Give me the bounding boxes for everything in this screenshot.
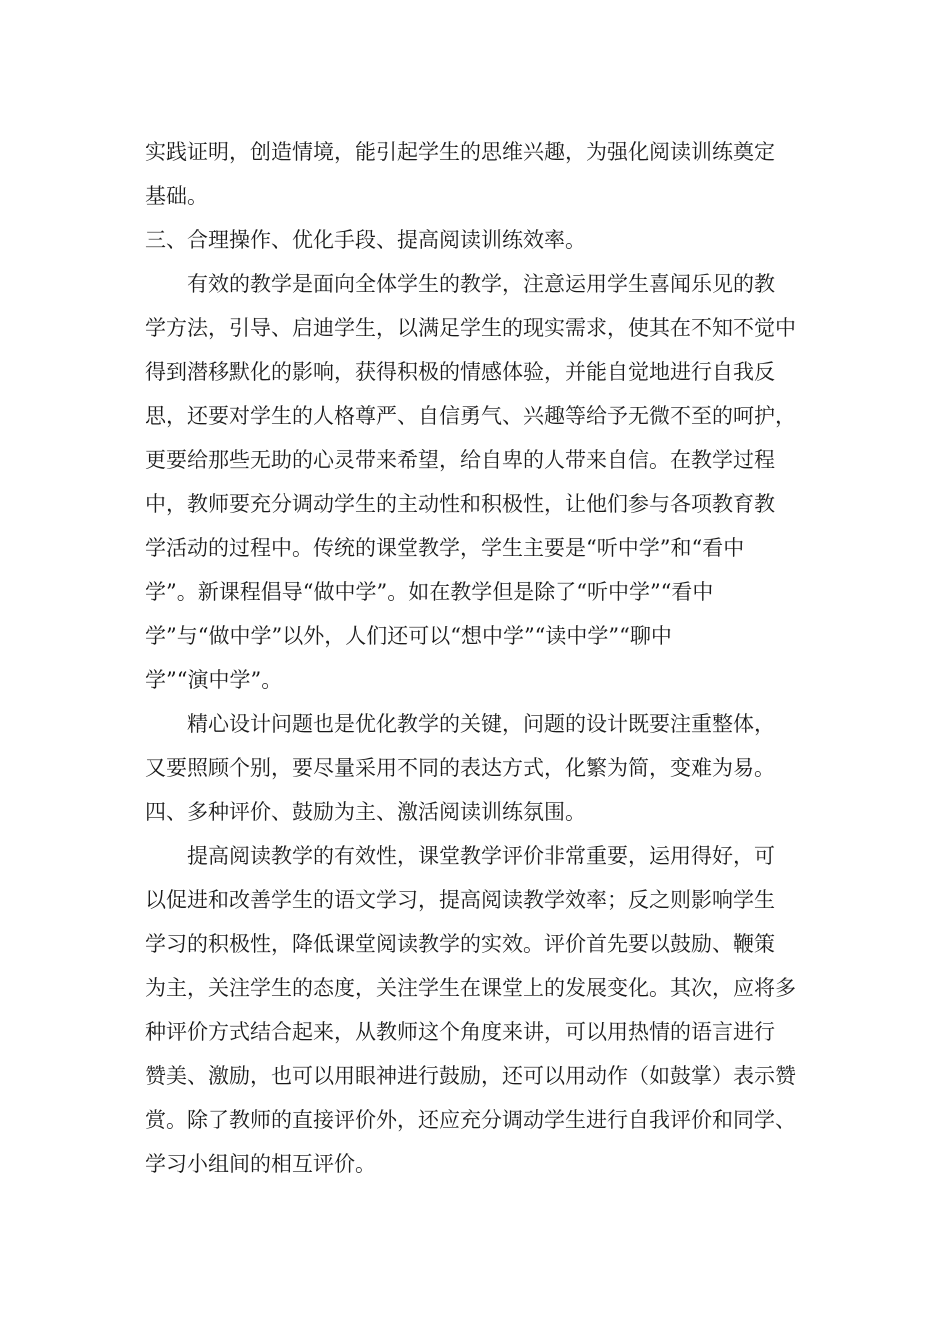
section-heading: 四、多种评价、鼓励为主、激活阅读训练氛围。 bbox=[145, 800, 586, 824]
text-line: 学”“演中学”。 bbox=[145, 668, 283, 692]
text-line: 学活动的过程中。传统的课堂教学，学生主要是“听中学”和“看中 bbox=[145, 536, 745, 560]
text-line: 提高阅读教学的有效性，课堂教学评价非常重要，运用得好，可 bbox=[187, 844, 775, 868]
text-line: 更要给那些无助的心灵带来希望，给自卑的人带来自信。在教学过程 bbox=[145, 448, 775, 472]
text-line: 得到潜移默化的影响，获得积极的情感体验，并能自觉地进行自我反 bbox=[145, 360, 775, 384]
text-line: 以促进和改善学生的语文学习，提高阅读教学效率；反之则影响学生 bbox=[145, 888, 775, 912]
text-line: 赏。除了教师的直接评价外，还应充分调动学生进行自我评价和同学、 bbox=[145, 1108, 796, 1132]
text-line: 学”。新课程倡导“做中学”。如在教学但是除了“听中学”“看中 bbox=[145, 580, 714, 604]
text-line: 学习的积极性，降低课堂阅读教学的实效。评价首先要以鼓励、鞭策 bbox=[145, 932, 775, 956]
text-line: 精心设计问题也是优化教学的关键，问题的设计既要注重整体， bbox=[187, 712, 775, 736]
text-line: 学”与“做中学”以外，人们还可以“想中学”“读中学”“聊中 bbox=[145, 624, 672, 648]
text-line: 学习小组间的相互评价。 bbox=[145, 1152, 376, 1176]
text-line: 有效的教学是面向全体学生的教学，注意运用学生喜闻乐见的教 bbox=[187, 272, 775, 296]
text-line: 实践证明，创造情境，能引起学生的思维兴趣，为强化阅读训练奠定 bbox=[145, 140, 775, 164]
section-heading: 三、合理操作、优化手段、提高阅读训练效率。 bbox=[145, 228, 586, 252]
text-line: 学方法，引导、启迪学生，以满足学生的现实需求，使其在不知不觉中 bbox=[145, 316, 796, 340]
text-line: 思，还要对学生的人格尊严、自信勇气、兴趣等给予无微不至的呵护， bbox=[145, 404, 796, 428]
text-line: 中，教师要充分调动学生的主动性和积极性，让他们参与各项教育教 bbox=[145, 492, 775, 516]
text-line: 又要照顾个别，要尽量采用不同的表达方式，化繁为简，变难为易。 bbox=[145, 756, 775, 780]
text-line: 基础。 bbox=[145, 184, 208, 208]
text-line: 为主，关注学生的态度，关注学生在课堂上的发展变化。其次，应将多 bbox=[145, 976, 796, 1000]
text-line: 种评价方式结合起来，从教师这个角度来讲，可以用热情的语言进行 bbox=[145, 1020, 775, 1044]
text-line: 赞美、激励，也可以用眼神进行鼓励，还可以用动作（如鼓掌）表示赞 bbox=[145, 1064, 796, 1088]
